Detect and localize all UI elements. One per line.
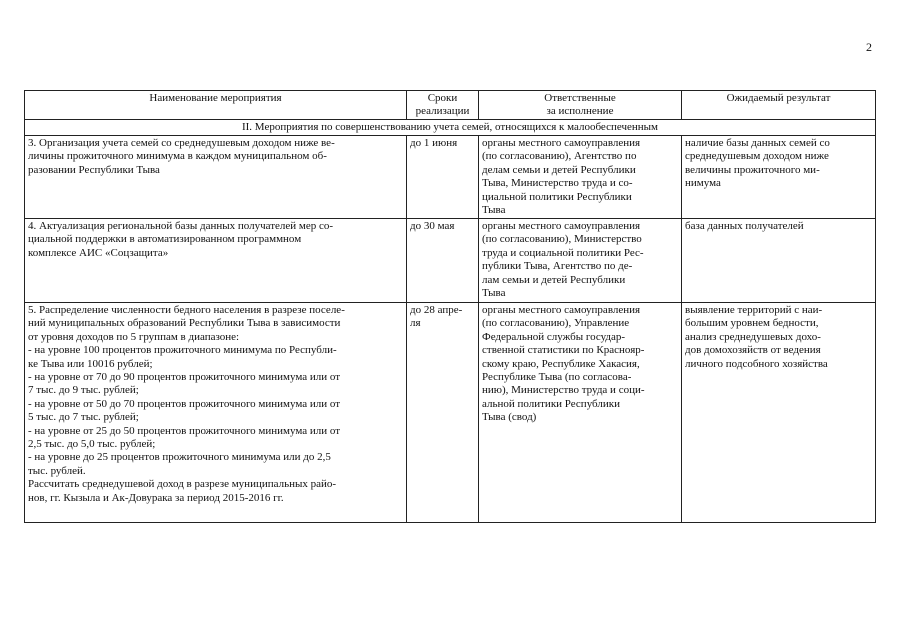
cell-name: 5. Распределение численности бедного населения в разрезе поселе- ний муниципальных образований Республики Тыва в зависимости от уровня доходов по 5 группам в диапазоне: - на уровне 100 процентов прожиточного минимума по Республи- ке Тыва или 10016 рублей; - на уровне от 70 до 90 процентов прожиточного минимума или от 7 тыс. до 9 тыс. рублей; - на уровне от 50 до 70 процентов прожиточного минимума или от 5 тыс. до 7 тыс. рублей; - на уровне от 25 до 50 процентов прожиточного минимума или от 2,5 тыс. до 5,0 тыс. рублей; - на уровне до 25 процентов прожиточного минимума или до 2,5 тыс. рублей. Рассчитать среднедушевой доход в разрезе муниципальных райо- нов, гг. Кызыла и Ак-Довурака за период 2015-2016 гг. [25,303,407,523]
table-header-row [25,91,876,120]
header-result: Ожидаемый результат [682,91,876,120]
header-responsible: Ответственные за исполнение [479,91,682,120]
header-deadline: Сроки реализации [407,91,479,120]
cell-name: 3. Организация учета семей со среднедушевым доходом ниже ве- личины прожиточного минимума в каждом муниципальном об- разовании Республики Тыва [25,136,407,219]
cell-deadline: до 30 мая [407,219,479,303]
section-title: II. Мероприятия по совершенствованию учета семей, относящихся к малообеспеченным [25,120,876,136]
cell-responsible: органы местного самоуправления (по согласованию), Министерство труда и социальной политики Рес- публики Тыва, Агентство по де- лам семьи и детей Республики Тыва [479,219,682,303]
table-row [25,219,876,303]
table-row [25,303,876,523]
measures-table [24,90,876,523]
cell-name: 4. Актуализация региональной базы данных получателей мер со- циальной поддержки в автоматизированном программном комплексе АИС «Соцзащита» [25,219,407,303]
cell-result: выявление территорий с наи- большим уровнем бедности, анализ среднедушевых дохо- дов домохозяйств от ведения личного подсобного хозяйства [682,303,876,523]
cell-deadline: до 28 апре- ля [407,303,479,523]
header-name: Наименование мероприятия [25,91,407,120]
page-number: 2 [866,40,872,54]
table-row [25,136,876,219]
cell-responsible: органы местного самоуправления (по согласованию), Управление Федеральной службы государ- ственной статистики по Краснояр- скому краю, Республике Хакасия, Республике Тыва (по согласова- нию), Министерство труда и соци- альной политики Республики Тыва (свод) [479,303,682,523]
cell-deadline: до 1 июня [407,136,479,219]
cell-result: наличие базы данных семей со среднедушевым доходом ниже величины прожиточного ми- нимума [682,136,876,219]
cell-result: база данных получателей [682,219,876,303]
cell-responsible: органы местного самоуправления (по согласованию), Агентство по делам семьи и детей Республики Тыва, Министерство труда и со- циальной политики Республики Тыва [479,136,682,219]
section-row [25,120,876,136]
